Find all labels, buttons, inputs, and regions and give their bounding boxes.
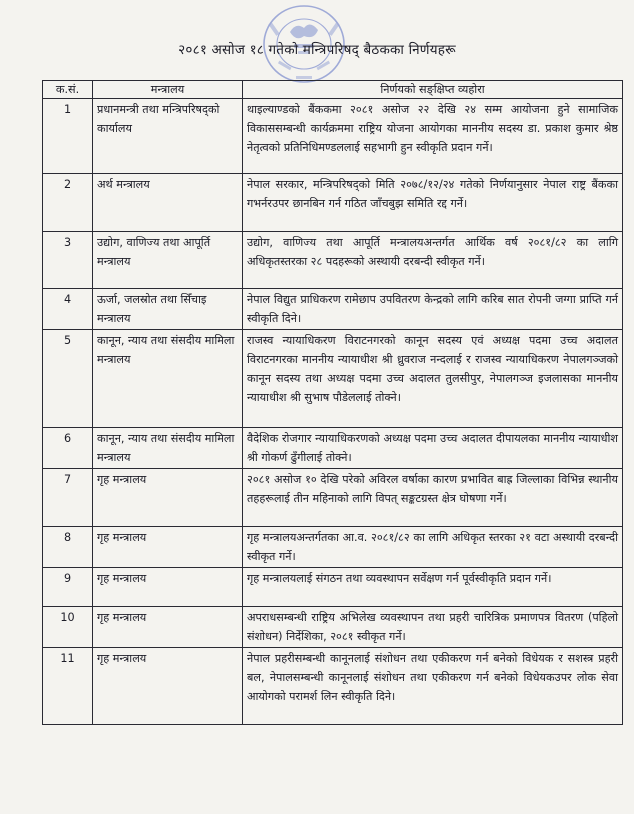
row-serial-number: 10 xyxy=(43,607,93,648)
decisions-table xyxy=(42,80,623,725)
table-row xyxy=(43,99,623,174)
row-ministry: गृह मन्त्रालय xyxy=(93,527,243,568)
row-serial-number: 5 xyxy=(43,330,93,428)
row-decision: राजस्व न्यायाधिकरण विराटनगरको कानून सदस्य एवं अध्यक्ष पदमा उच्च अदालत विराटनगरका माननीय न्यायाधीश श्री ध्रुवराज नन्दलाई र राजस्व न्यायाधिकरण नेपालगञ्जको कानून सदस्य तथा अध्यक्ष पदमा उच्च अदालत तुलसीपुर, नेपालगञ्ज इजलासका माननीय न्यायाधीश श्री सुभाष पौडेललाई तोक्ने। xyxy=(243,330,623,428)
row-decision: २०८१ असोज १० देखि परेको अविरल वर्षाका कारण प्रभावित बाह्र जिल्लाका विभिन्न स्थानीय तहहरूलाई तीन महिनाको लागि विपत् सङ्कटग्रस्त क्षेत्र घोषणा गर्ने। xyxy=(243,469,623,527)
row-ministry: कानून, न्याय तथा संसदीय मामिला मन्त्रालय xyxy=(93,428,243,469)
header-ministry: मन्त्रालय xyxy=(93,81,243,99)
row-decision: अपराधसम्बन्धी राष्ट्रिय अभिलेख व्यवस्थापन तथा प्रहरी चारित्रिक प्रमाणपत्र वितरण (पहिलो संशोधन) निर्देशिका, २०८१ स्वीकृत गर्ने। xyxy=(243,607,623,648)
row-serial-number: 2 xyxy=(43,174,93,232)
header-serial-number: क.सं. xyxy=(43,81,93,99)
table-header-row xyxy=(43,81,623,99)
row-decision: थाइल्याण्डको बैंककमा २०८१ असोज २२ देखि २४ सम्म आयोजना हुने सामाजिक विकाससम्बन्धी कार्यक्रममा राष्ट्रिय योजना आयोगका माननीय सदस्य डा. प्रकाश कुमार श्रेष्ठ नेतृत्वको प्रतिनिधिमण्डललाई सहभागी हुन स्वीकृति प्रदान गर्ने। xyxy=(243,99,623,174)
row-ministry: गृह मन्त्रालय xyxy=(93,469,243,527)
header-decision-summary: निर्णयको सङ्क्षिप्त व्यहोरा xyxy=(243,81,623,99)
row-serial-number: 8 xyxy=(43,527,93,568)
table-row xyxy=(43,289,623,330)
row-serial-number: 1 xyxy=(43,99,93,174)
row-serial-number: 9 xyxy=(43,568,93,607)
page-title: २०८१ असोज १८ गतेको मन्त्रिपरिषद् बैठकका निर्णयहरू xyxy=(178,42,456,58)
table-row xyxy=(43,330,623,428)
row-ministry: प्रधानमन्त्री तथा मन्त्रिपरिषद्को कार्यालय xyxy=(93,99,243,174)
row-ministry: उद्योग, वाणिज्य तथा आपूर्ति मन्त्रालय xyxy=(93,232,243,289)
row-decision: वैदेशिक रोजगार न्यायाधिकरणको अध्यक्ष पदमा उच्च अदालत दीपायलका माननीय न्यायाधीश श्री गोकर्ण ढुँगीलाई तोक्ने। xyxy=(243,428,623,469)
table-row xyxy=(43,607,623,648)
row-ministry: गृह मन्त्रालय xyxy=(93,648,243,725)
table-row xyxy=(43,174,623,232)
table-row xyxy=(43,527,623,568)
row-decision: गृह मन्त्रालयलाई संगठन तथा व्यवस्थापन सर्वेक्षण गर्न पूर्वस्वीकृति प्रदान गर्ने। xyxy=(243,568,623,607)
table-row xyxy=(43,648,623,725)
table-row xyxy=(43,469,623,527)
table-row xyxy=(43,428,623,469)
row-ministry: ऊर्जा, जलस्रोत तथा सिँचाइ मन्त्रालय xyxy=(93,289,243,330)
row-decision: नेपाल प्रहरीसम्बन्धी कानूनलाई संशोधन तथा एकीकरण गर्न बनेको विधेयक र सशस्त्र प्रहरी बल, नेपालसम्बन्धी कानूनलाई संशोधन तथा एकीकरण गर्न बनेको विधेयकउपर लोक सेवा आयोगको परामर्श लिन स्वीकृति दिने। xyxy=(243,648,623,725)
row-decision: उद्योग, वाणिज्य तथा आपूर्ति मन्त्रालयअन्तर्गत आर्थिक वर्ष २०८१/८२ का लागि अधिकृतस्तरका २८ पदहरूको अस्थायी दरबन्दी स्वीकृत गर्ने। xyxy=(243,232,623,289)
row-ministry: गृह मन्त्रालय xyxy=(93,568,243,607)
row-serial-number: 11 xyxy=(43,648,93,725)
row-serial-number: 4 xyxy=(43,289,93,330)
row-serial-number: 3 xyxy=(43,232,93,289)
row-ministry: कानून, न्याय तथा संसदीय मामिला मन्त्रालय xyxy=(93,330,243,428)
row-decision: नेपाल विद्युत प्राधिकरण रामेछाप उपवितरण केन्द्रको लागि करिब सात रोपनी जग्गा प्राप्ति गर्न स्वीकृति दिने। xyxy=(243,289,623,330)
table-row xyxy=(43,568,623,607)
row-ministry: अर्थ मन्त्रालय xyxy=(93,174,243,232)
row-serial-number: 6 xyxy=(43,428,93,469)
row-ministry: गृह मन्त्रालय xyxy=(93,607,243,648)
table-row xyxy=(43,232,623,289)
row-decision: गृह मन्त्रालयअन्तर्गतका आ.व. २०८१/८२ का लागि अधिकृत स्तरका २१ वटा अस्थायी दरबन्दी स्वीकृत गर्ने। xyxy=(243,527,623,568)
row-decision: नेपाल सरकार, मन्त्रिपरिषद्को मिति २०७८/१२/२४ गतेको निर्णयानुसार नेपाल राष्ट्र बैंकका गभर्नरउपर छानबिन गर्न गठित जाँचबुझ समिति रद्द गर्ने। xyxy=(243,174,623,232)
row-serial-number: 7 xyxy=(43,469,93,527)
